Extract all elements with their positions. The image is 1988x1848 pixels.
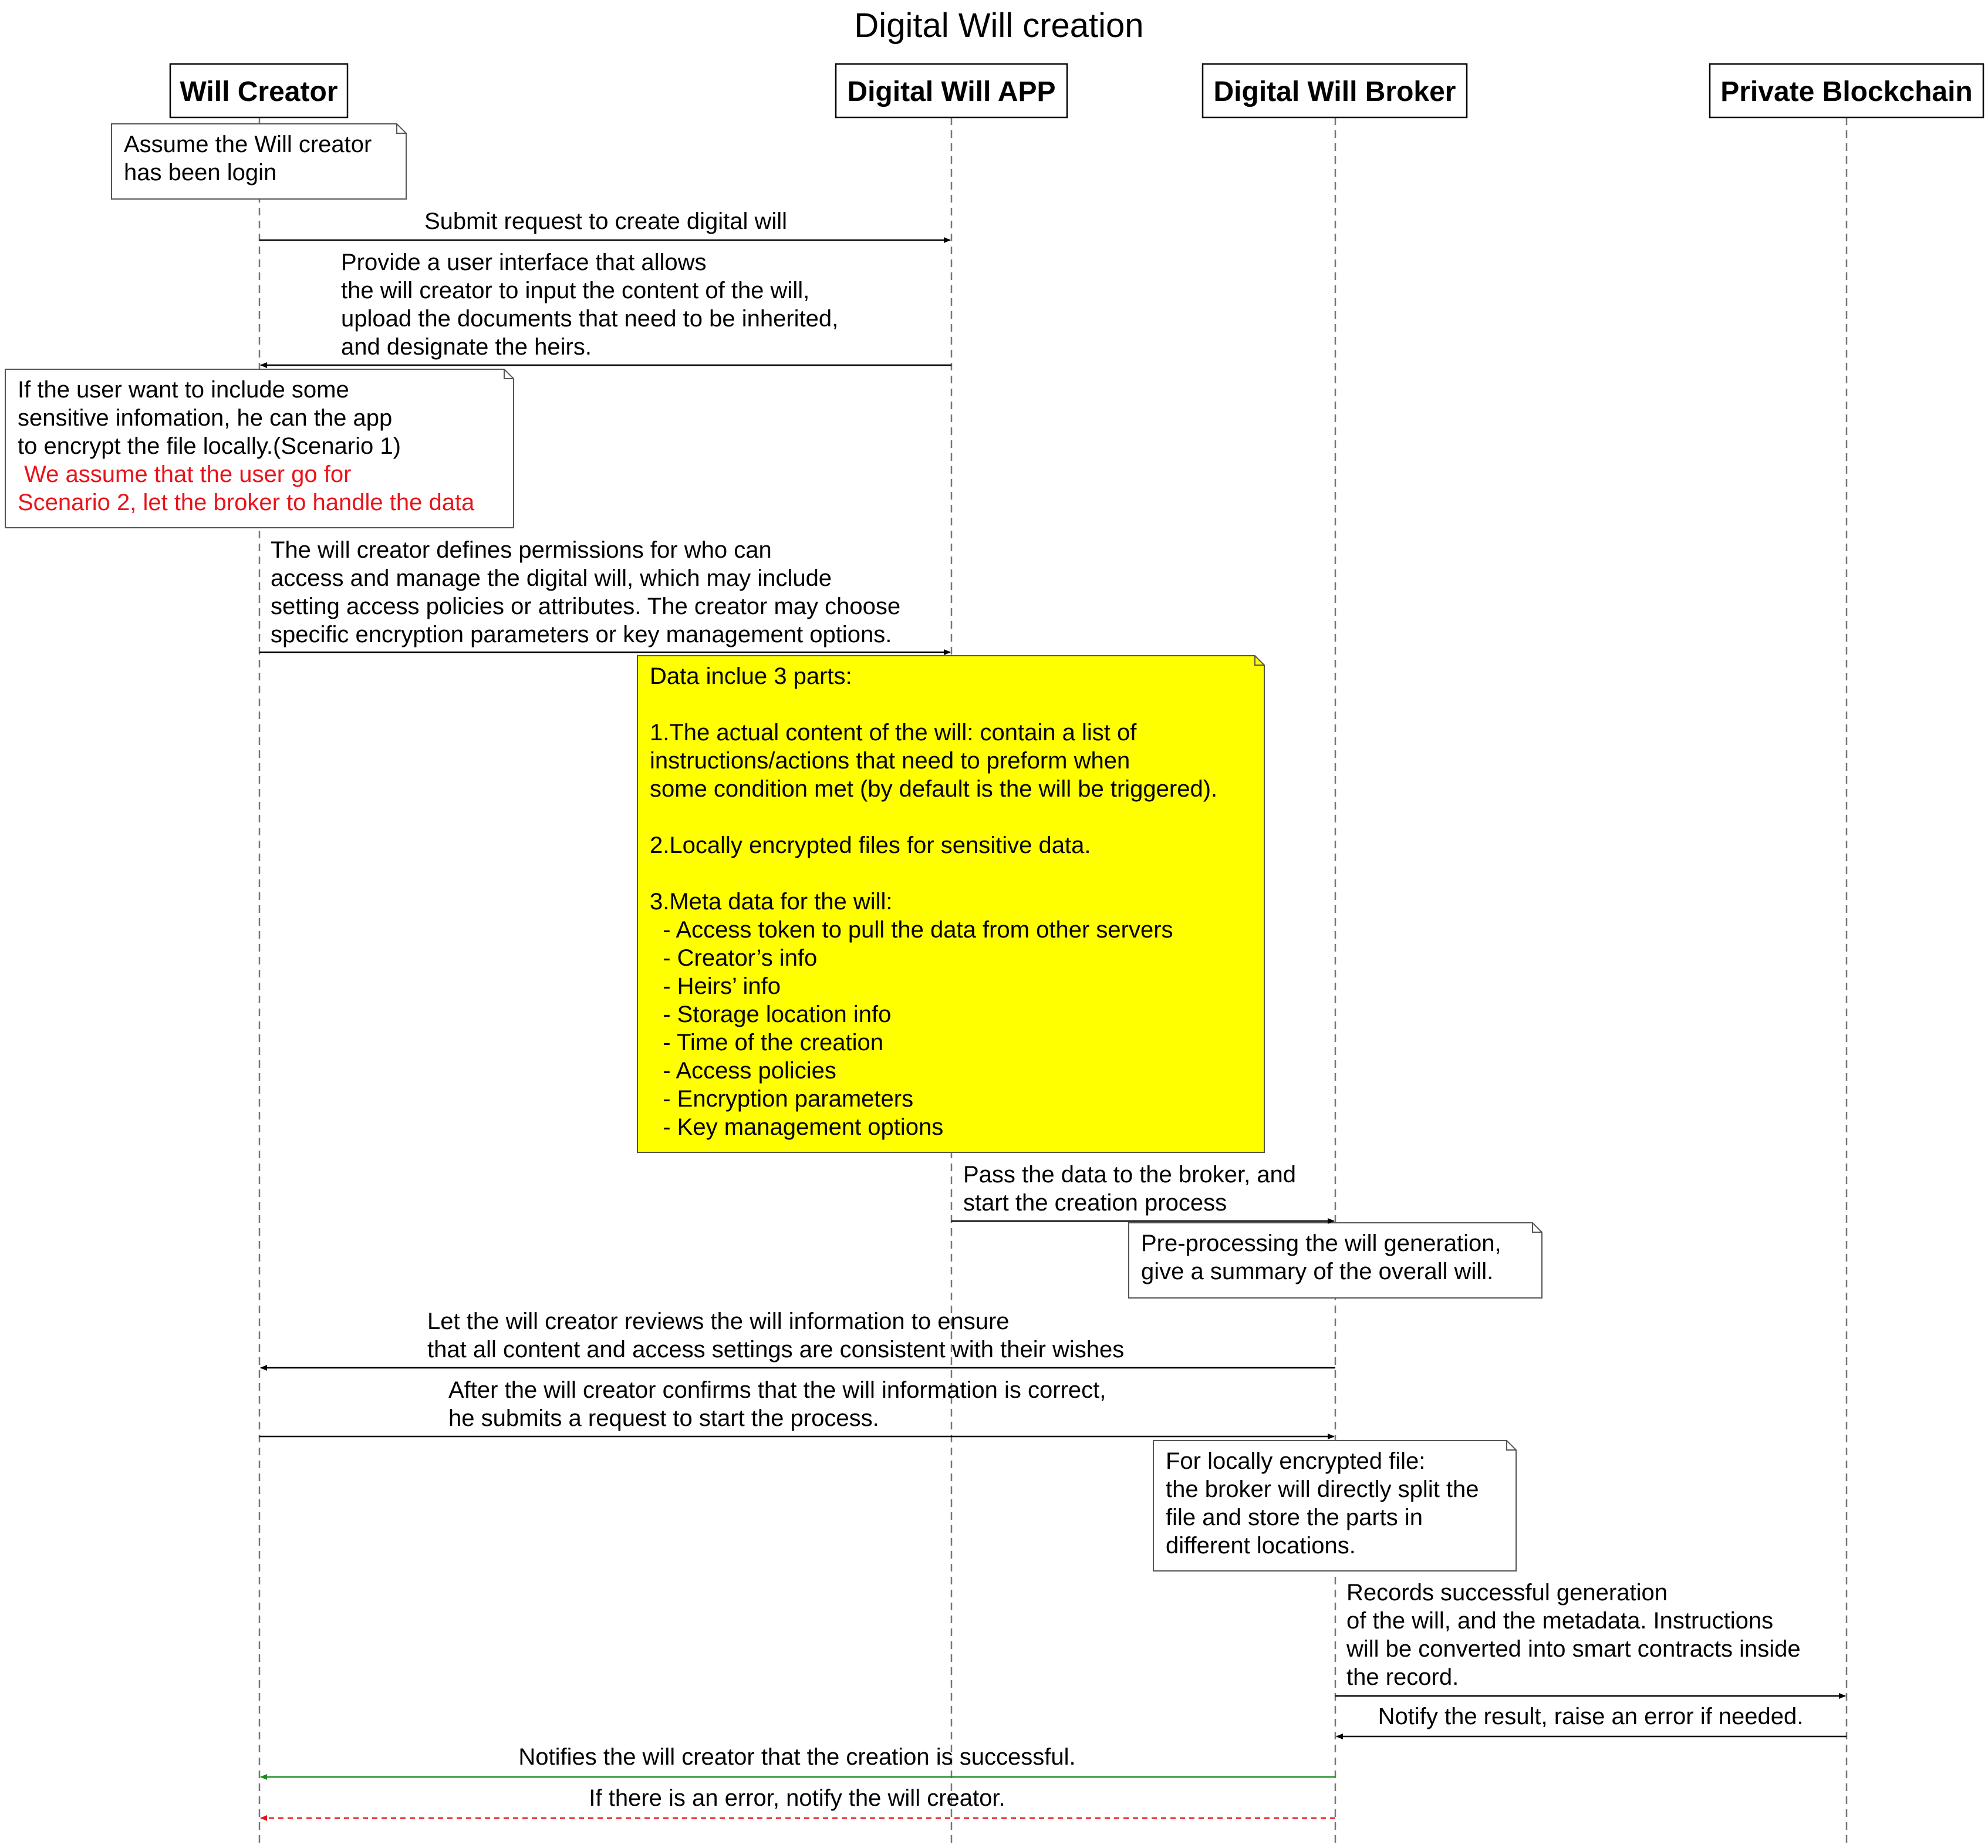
- message-label: specific encryption parameters or key management options.: [271, 622, 892, 648]
- message-label: of the will, and the metadata. Instructions: [1346, 1608, 1774, 1634]
- diagram-title: Digital Will creation: [854, 6, 1144, 45]
- actor-digital-will-broker: [1203, 64, 1467, 117]
- message-label: that all content and access settings are consistent with their wishes: [427, 1337, 1125, 1363]
- note-line: instructions/actions that need to preform when: [650, 748, 1130, 774]
- note-line: - Storage location info: [650, 1001, 892, 1027]
- note-line: - Access policies: [650, 1058, 836, 1084]
- message-label: the will creator to input the content of the will,: [341, 278, 810, 303]
- message-label: Let the will creator reviews the will information to ensure: [427, 1309, 1010, 1334]
- actor-label: Will Creator: [180, 76, 338, 107]
- message-submit: [259, 208, 950, 240]
- note-line: different locations.: [1166, 1533, 1356, 1559]
- message-provide-ui: [261, 249, 951, 365]
- message-label: Records successful generation: [1346, 1580, 1668, 1606]
- note-line: 3.Meta data for the will:: [650, 889, 893, 915]
- note-line: Pre-processing the will generation,: [1141, 1230, 1501, 1256]
- message-record: [1335, 1580, 1845, 1696]
- note-line: - Time of the creation: [650, 1030, 883, 1055]
- actor-private-blockchain: [1710, 64, 1983, 117]
- message-label: Notify the result, raise an error if needed.: [1378, 1704, 1804, 1729]
- message-label: he submits a request to start the process.: [448, 1405, 879, 1431]
- message-label: Notifies the will creator that the creation is successful.: [518, 1744, 1076, 1770]
- note-local-split: [1153, 1441, 1516, 1571]
- note-line: - Heirs’ info: [650, 973, 781, 999]
- message-label: will be converted into smart contracts inside: [1346, 1636, 1801, 1662]
- note-line: file and store the parts in: [1166, 1505, 1423, 1530]
- message-label: The will creator defines permissions for who can: [271, 537, 772, 563]
- actor-label: Digital Will Broker: [1213, 76, 1456, 107]
- note-data-parts: [637, 656, 1264, 1152]
- note-line: We assume that the user go for: [18, 461, 352, 487]
- message-notify-success: [261, 1744, 1335, 1777]
- message-label: After the will creator confirms that the will information is correct,: [448, 1377, 1106, 1403]
- note-line: the broker will directly split the: [1166, 1476, 1479, 1502]
- note-line: give a summary of the overall will.: [1141, 1259, 1494, 1284]
- note-line: 2.Locally encrypted files for sensitive data.: [650, 832, 1091, 858]
- note-login: [112, 124, 406, 199]
- message-label: setting access policies or attributes. The creator may choose: [271, 593, 901, 619]
- actor-label: Private Blockchain: [1720, 76, 1973, 107]
- message-notify-error: [261, 1785, 1335, 1818]
- note-line: Data inclue 3 parts:: [650, 663, 852, 689]
- message-label: Submit request to create digital will: [424, 208, 788, 234]
- message-label: If there is an error, notify the will creator.: [589, 1785, 1005, 1811]
- actor-will-creator: [170, 64, 347, 117]
- note-line: If the user want to include some: [18, 377, 349, 403]
- message-label: Pass the data to the broker, and: [963, 1162, 1297, 1188]
- note-line: For locally encrypted file:: [1166, 1448, 1426, 1474]
- actor-digital-will-app: [836, 64, 1067, 117]
- message-label: start the creation process: [963, 1190, 1227, 1216]
- note-line: - Creator’s info: [650, 945, 818, 971]
- note-line: 1.The actual content of the will: contain a list of: [650, 720, 1137, 746]
- note-line: to encrypt the file locally.(Scenario 1): [18, 433, 401, 459]
- note-line: Scenario 2, let the broker to handle the data: [18, 490, 475, 515]
- message-label: Provide a user interface that allows: [341, 249, 707, 275]
- message-label: and designate the heirs.: [341, 334, 592, 360]
- note-line: - Key management options: [650, 1114, 944, 1140]
- note-line: has been login: [124, 160, 277, 186]
- note-preprocess: [1129, 1223, 1542, 1298]
- message-label: upload the documents that need to be inherited,: [341, 306, 839, 332]
- note-scenario: [5, 369, 514, 528]
- note-line: some condition met (by default is the will be triggered).: [650, 776, 1218, 802]
- note-line: - Encryption parameters: [650, 1086, 914, 1112]
- message-permissions: [259, 537, 950, 652]
- note-line: sensitive infomation, he can the app: [18, 405, 393, 431]
- note-line: Assume the Will creator: [124, 131, 372, 157]
- message-label: the record.: [1346, 1664, 1459, 1690]
- actor-row: [170, 64, 1983, 117]
- message-notify-result: [1336, 1704, 1847, 1736]
- note-line: - Access token to pull the data from other servers: [650, 917, 1173, 943]
- actor-label: Digital Will APP: [847, 76, 1056, 107]
- message-label: access and manage the digital will, which may include: [271, 565, 832, 591]
- message-confirm: [259, 1377, 1334, 1436]
- message-pass-broker: [951, 1162, 1334, 1221]
- message-review: [261, 1309, 1335, 1368]
